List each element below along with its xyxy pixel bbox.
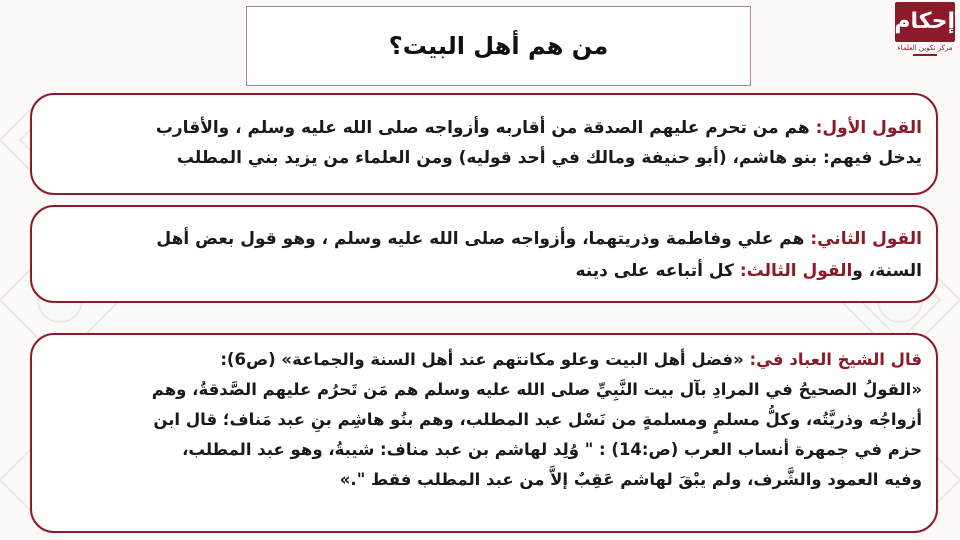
- quote-line: «القولُ الصحيحُ في المرادِ بآل بيت النَّبِيِّ صلى الله عليه وسلم هم مَن تَحرُم عليهم الصَّدقةُ، وهم: [151, 380, 922, 399]
- title-box: [246, 6, 751, 86]
- quote-label: قال الشيخ العباد في:: [749, 350, 922, 369]
- card-first-opinion: [30, 93, 938, 195]
- page-title: من هم أهل البيت؟: [388, 32, 609, 60]
- card-second-opinion: [30, 205, 938, 303]
- opinion-label-third: القول الثالث:: [739, 261, 853, 281]
- logo-underline: [913, 54, 937, 56]
- logo-subtitle: مركز تكوين العلماء: [897, 44, 953, 52]
- quote-line: أزواجُه وذريَّتُه، وكلُّ مسلمٍ ومسلمةٍ من نَسْل عبد المطلب، وهم بنُو هاشِم بنِ عبد مَناف؛ قال ابن: [153, 410, 922, 429]
- logo-mark: إحكام: [895, 2, 955, 42]
- card-line: [48, 113, 922, 143]
- opinion-label: القول الثاني:: [810, 229, 922, 249]
- quote-line: حزم في جمهرة أنساب العرب (ص:14) : " وُلِد لهاشم بن عبد مناف: شيبةُ، وهو عبد المطلب،: [182, 440, 922, 459]
- opinion-text: هم علي وفاطمة وذريتهما، وأزواجه صلى الله عليه وسلم ، وهو قول بعض أهل: [156, 229, 805, 249]
- logo: [893, 2, 957, 64]
- opinion-label: القول الأول:: [815, 118, 922, 138]
- opinion-text: هم من تحرم عليهم الصدقة من أقاربه وأزواجه صلى الله عليه وسلم ، والأقارب: [155, 118, 810, 138]
- opinion-text-third: كل أتباعه على دينه: [575, 261, 734, 281]
- opinion-text: السنة، و: [852, 261, 922, 281]
- quote-line: وفيه العمود والشَّرف، ولم يبْقَ لهاشم عَقِبٌ إلاَّ من عبد المطلب فقط ".»: [339, 470, 922, 489]
- quote-source: «فضل أهل البيت وعلو مكانتهم عند أهل السنة والجماعة» (ص6):: [220, 350, 744, 369]
- card-quote: [30, 333, 938, 533]
- card-line: [48, 223, 922, 255]
- card-line: يدخل فيهم: بنو هاشم، (أبو حنيفة ومالك في أحد قوليه) ومن العلماء من يزيد بني المطلب: [176, 148, 922, 168]
- card-line: [48, 345, 922, 375]
- card-line: [48, 255, 922, 287]
